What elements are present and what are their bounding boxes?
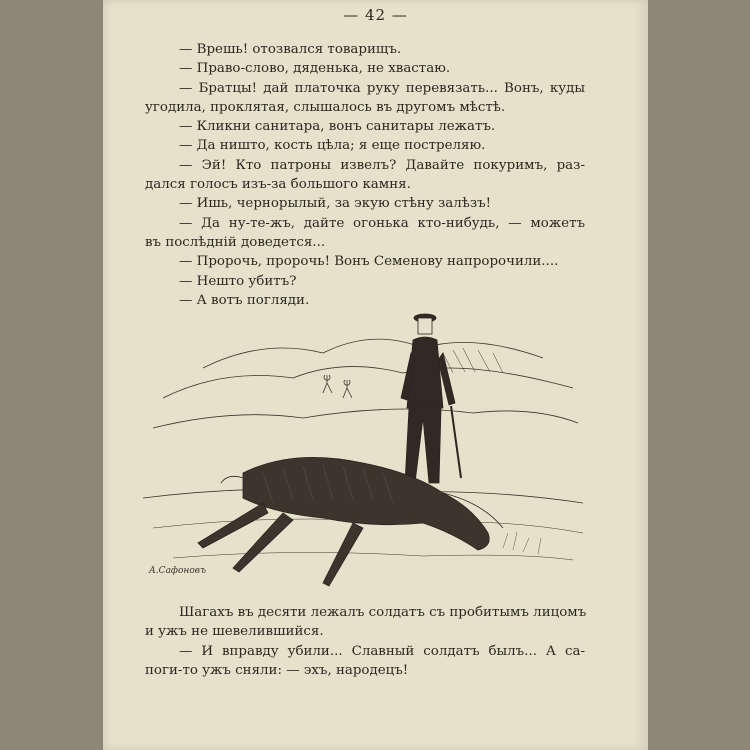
- text-line: — Врешь! отозвался товарищъ.: [179, 42, 402, 57]
- text-line: и ужъ не шевелившийся.: [145, 624, 324, 640]
- text-line: — Эй! Кто патроны извелъ? Давайте покуримъ, раз-: [179, 157, 585, 173]
- text-line: — Право-слово, дяденька, не хвастаю.: [179, 61, 451, 77]
- text-line: поги-то ужъ сняли: — эхъ, народецъ!: [145, 662, 409, 678]
- text-line: въ послѣдній доведется...: [145, 234, 326, 250]
- illustration: [143, 298, 583, 598]
- mountain-line: [163, 367, 573, 398]
- dead-horse: [198, 457, 503, 586]
- text-line: — Кликни санитара, вонъ санитары лежатъ.: [179, 119, 496, 135]
- text-block-top: [145, 40, 585, 310]
- text-line: — И вправду убили... Славный солдатъ былъ... А са-: [179, 643, 585, 659]
- text-line: угодила, проклятая, слышалось въ другомъ мѣстѣ.: [145, 99, 506, 115]
- distant-soldier: [323, 375, 332, 393]
- text-line: — А вотъ погляди.: [179, 292, 310, 308]
- mountain-line: [203, 339, 543, 368]
- page-number: — 42 —: [343, 6, 408, 24]
- distant-soldier: [343, 380, 352, 398]
- text-block-bottom: [145, 603, 585, 680]
- text-line: — Нешто убитъ?: [179, 273, 297, 289]
- book-page: [103, 0, 648, 750]
- text-line: — Да ништо, кость цѣла; я еще постреляю.: [179, 138, 486, 154]
- text-line: дался голосъ изъ-за большого камня.: [145, 177, 411, 193]
- text-line: — Ишь, чернорылый, за экую стѣну залѣзъ!: [179, 196, 492, 212]
- text-line: Шагахъ въ десяти лежалъ солдатъ съ пробитымъ лицомъ: [179, 605, 587, 620]
- artist-signature: А.Сафоновъ: [149, 566, 206, 576]
- officer-figure: [401, 314, 461, 483]
- text-line: — Братцы! дай платочка руку перевязать... Вонъ, куды: [179, 80, 585, 96]
- text-line: — Пророчь, пророчь! Вонъ Семенову напророчили....: [179, 254, 559, 270]
- text-line: — Да ну-те-жъ, дайте огонька кто-нибудь, — можетъ: [179, 215, 585, 231]
- engraving-officer-and-dead-horse: [143, 298, 583, 598]
